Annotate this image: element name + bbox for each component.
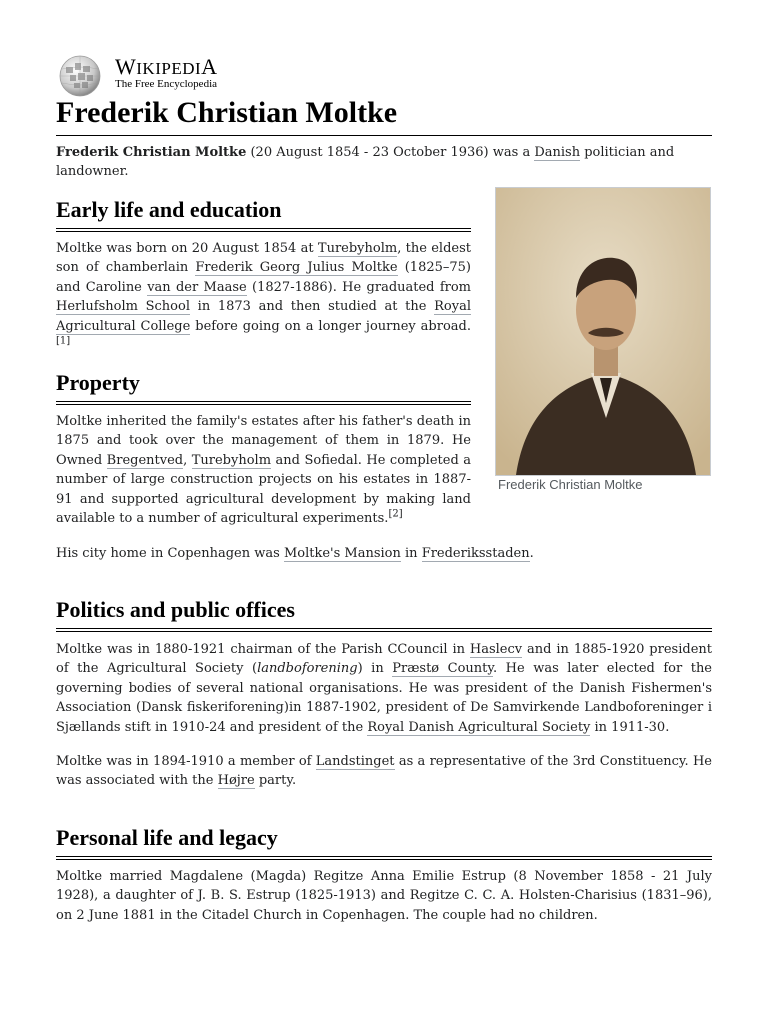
section-heading-property: Property [56,370,471,405]
link-turebyholm[interactable]: Turebyholm [317,241,398,256]
portrait-caption: Frederik Christian Moltke [498,477,643,492]
link-herlufsholm-school[interactable]: Herlufsholm School [56,299,190,315]
link-danish[interactable]: Danish [534,145,581,160]
property-paragraph-1: Moltke inherited the family's estates after his father's death in 1875 and took over the management of them in 1879. He Owned Bregentved, Turebyholm and Sofiedal. He completed a number of large construction projects on his estates in 1887-91 and supported agricultural development by making land available to a number of agricultural experiments.[2] [56,414,472,527]
reference-1[interactable]: [1] [56,335,71,347]
link-turebyholm-2[interactable]: Turebyholm [191,452,272,468]
politics-paragraph-1: Moltke was in 1880-1921 chairman of the Parish CCouncil in Haslecv and in 1885-1920 president of the Agricultural Society (landboforening) in Præstø County. He was later elected for the governing bodies of several national organisations. He was president of the Danish Fishermen's Association (Dansk fiskeriforening)in 1887-1902, president of De Samvirkende Landboforeninger i Sjællands stift in 1910-24 and president of the Royal Danish Agricultural Society in 1911-30. [56,642,713,735]
link-haslecv[interactable]: Haslecv [469,642,523,657]
portrait-image [496,188,710,475]
link-royal-agricultural-college[interactable]: Royal Agricultural College [56,299,471,334]
link-royal-danish-agricultural-society[interactable]: Royal Danish Agricultural Society [367,719,591,735]
personal-life-paragraph: Moltke married Magdalene (Magda) Regitze Anna Emilie Estrup (8 November 1858 - 21 July 1928), a daughter of J. B. S. Estrup (1825-1913) and Regitze C. C. A. Holsten-Charisius (1831–96), on 2 June 1881 in the Citadel Church in Copenhagen. The couple had no children. [56,869,712,923]
section-heading-personal-life: Personal life and legacy [56,825,712,860]
link-landstinget[interactable]: Landstinget [315,754,395,769]
wikipedia-globe-logo[interactable] [56,55,104,97]
site-tagline: The Free Encyclopedia [115,78,218,90]
site-name: WIKIPEDIA [115,54,218,79]
portrait-figure[interactable] [495,187,711,476]
link-moltkes-mansion[interactable]: Moltke's Mansion [283,546,401,561]
link-hojre[interactable]: Højre [217,773,255,789]
reference-2[interactable]: [2] [388,508,403,520]
link-frederiksstaden[interactable]: Frederiksstaden [421,546,530,561]
link-frederik-georg-julius-moltke[interactable]: Frederik Georg Julius Moltke [195,260,398,276]
property-paragraph-2: His city home in Copenhagen was Moltke's Mansion in Frederiksstaden. [56,546,534,561]
italic-landboforening: landboforening [257,661,358,677]
link-bregentved[interactable]: Bregentved [106,452,184,468]
link-van-der-maase[interactable]: van der Maase [147,279,247,295]
wikipedia-wordmark[interactable] [115,56,218,90]
lead-paragraph: Frederik Christian Moltke (20 August 1854 - 23 October 1936) was a Danish politician and landowner. [56,145,675,180]
page-title: Frederik Christian Moltke [56,96,712,136]
early-life-paragraph: Moltke was born on 20 August 1854 at Turebyholm, the eldest son of chamberlain Frederik Georg Julius Moltke (1825–75) and Caroline van der Maase (1827-1886). He graduated from Herlufsholm School in 1873 and then studied at the Royal Agricultural College before going on a longer journey abroad.[1] [56,241,471,347]
link-praesto-county[interactable]: Præstø County [392,661,494,677]
lead-bold-name: Frederik Christian Moltke [56,145,247,160]
section-heading-early-life: Early life and education [56,197,471,232]
section-heading-politics: Politics and public offices [56,597,712,632]
politics-paragraph-2: Moltke was in 1894-1910 a member of Landstinget as a representative of the 3rd Constituency. He was associated with the Højre party. [56,754,712,789]
